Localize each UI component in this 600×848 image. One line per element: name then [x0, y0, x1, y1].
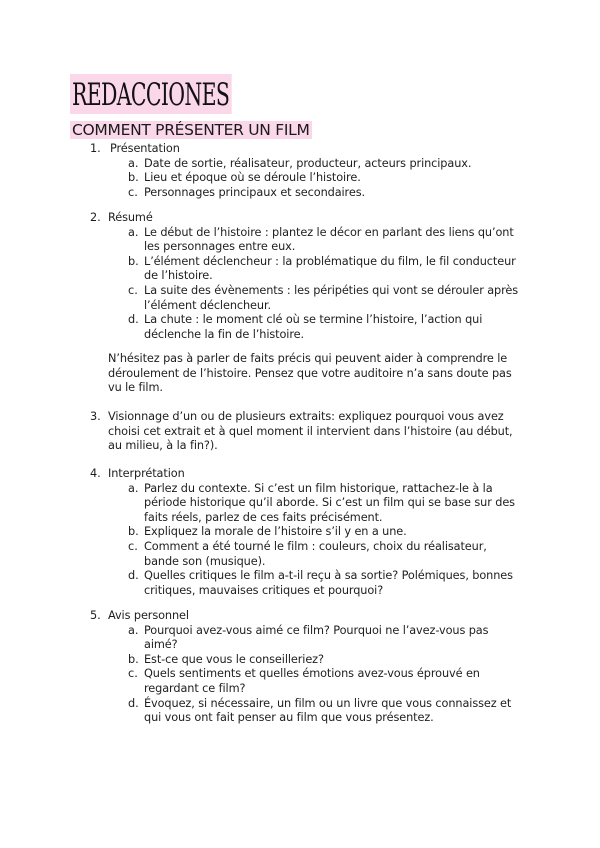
item-text-line: de l’histoire. [144, 269, 213, 283]
section-number: 1. [90, 142, 101, 155]
item-text-line: La suite des évènements : les péripéties qui vont se dérouler après [144, 284, 519, 297]
item-letter: d. [128, 569, 139, 583]
item-letter: b. [128, 171, 139, 185]
item-text-line: Lieu et époque où se déroule l’histoire. [144, 171, 361, 185]
item-letter: a. [128, 623, 139, 637]
title-highlight [70, 74, 315, 114]
note-line: déroulement de l’histoire. Pensez que votre auditoire n’a sans doute pas [108, 366, 512, 380]
item-text-line: Comment a été tourné le film : couleurs, choix du réalisateur, [144, 540, 487, 553]
item-text-line: Est-ce que vous le conseilleriez? [144, 652, 324, 666]
section-heading: Interprétation [108, 467, 185, 480]
item-text-line: Expliquez la morale de l’histoire s’il y en a une. [144, 525, 407, 539]
item-text-line: Parlez du contexte. Si c’est un film historique, rattachez-le à la [144, 481, 493, 495]
section-heading: Avis personnel [108, 609, 189, 622]
page-title: REDACCIONES [70, 74, 232, 114]
item-text-line: regardant ce film? [144, 682, 246, 695]
item-text-line: critiques, mauvaises critiques et pourquoi? [144, 583, 384, 597]
section-heading: Présentation [110, 142, 180, 155]
item-letter: b. [128, 254, 139, 268]
item-letter: c. [128, 185, 138, 199]
section-subtitle: COMMENT PRÉSENTER UN FILM [70, 121, 312, 139]
section-number: 5. [90, 609, 101, 622]
item-text-line: bande son (musique). [144, 554, 266, 568]
item-letter: a. [128, 156, 139, 170]
item-letter: b. [128, 652, 139, 666]
note-line: vu le film. [108, 381, 163, 395]
item-text-line: Date de sortie, réalisateur, producteur, acteurs principaux. [144, 156, 472, 170]
item-letter: a. [128, 225, 139, 239]
item-letter: b. [128, 525, 139, 539]
item-letter: c. [128, 284, 138, 297]
item-letter: c. [128, 667, 138, 681]
item-text-line: l’élément déclencheur. [144, 298, 271, 312]
item-text-line: aimé? [144, 638, 178, 652]
item-text-line: La chute : le moment clé où se termine l’histoire, l’action qui [144, 313, 483, 327]
section-number: 2. [90, 211, 101, 224]
section-number: 4. [90, 467, 101, 480]
section-number: 3. [90, 410, 101, 423]
item-text-line: les personnages entre eux. [144, 240, 296, 254]
item-letter: d. [128, 696, 139, 710]
item-text-line: période historique qu’il aborde. Si c’est un film qui se base sur des [144, 496, 515, 510]
section-text-line: choisi cet extrait et à quel moment il intervient dans l’histoire (au début, [108, 424, 513, 438]
section-text-line: Visionnage d’un ou de plusieurs extraits: expliquez pourquoi vous avez [108, 410, 504, 423]
section-heading: Résumé [108, 211, 153, 224]
item-text-line: qui vous ont fait penser au film que vous présentez. [144, 711, 434, 725]
item-text-line: Évoquez, si nécessaire, un film ou un livre que vous connaissez et [144, 696, 512, 710]
item-letter: a. [128, 481, 139, 495]
item-letter: d. [128, 313, 139, 327]
item-text-line: Quelles critiques le film a-t-il reçu à sa sortie? Polémiques, bonnes [144, 569, 513, 583]
item-text-line: Pourquoi avez-vous aimé ce film? Pourquoi ne l’avez-vous pas [144, 623, 489, 637]
item-text-line: L’élément déclencheur : la problématique du film, le fil conducteur [144, 254, 516, 268]
item-text-line: faits réels, parlez de ces faits précisément. [144, 510, 383, 524]
section-text-line: au milieu, à la fin?). [108, 439, 218, 453]
note-line: N’hésitez pas à parler de faits précis qui peuvent aider à comprendre le [108, 352, 508, 365]
item-text-line: Quels sentiments et quelles émotions avez-vous éprouvé en [144, 667, 480, 681]
item-text-line: Personnages principaux et secondaires. [144, 185, 365, 199]
item-text-line: déclenche la fin de l’histoire. [144, 327, 304, 341]
item-letter: c. [128, 540, 138, 553]
item-text-line: Le début de l’histoire : plantez le décor en parlant des liens qu’ont [144, 225, 514, 239]
